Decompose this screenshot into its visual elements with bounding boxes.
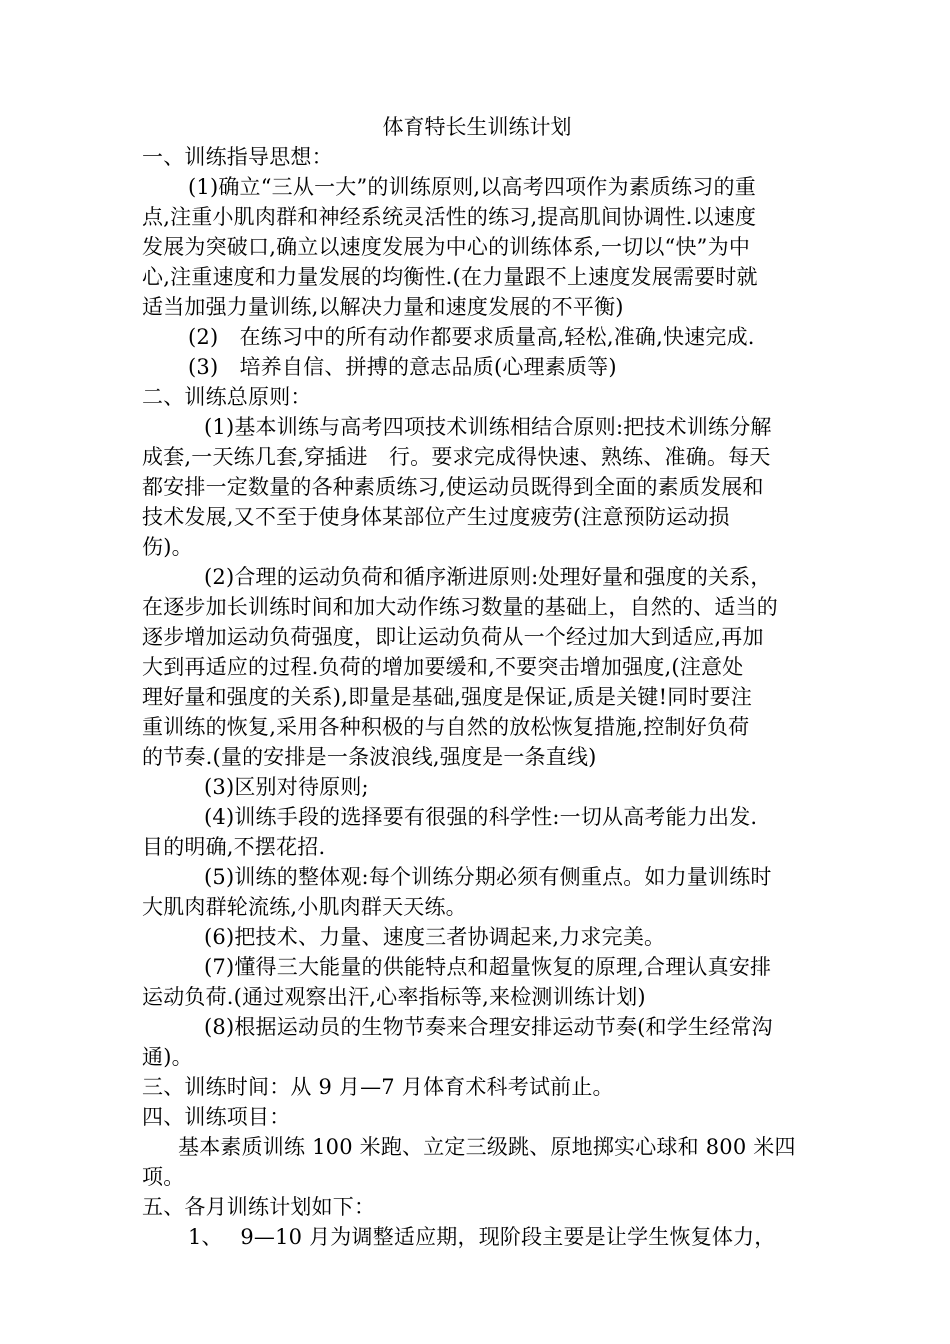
text-line: 在逐步加长训练时间和加大动作练习数量的基础上，自然的、适当的	[142, 595, 778, 619]
text-line: 基本素质训练 100 米跑、立定三级跳、原地掷实心球和 800 米四	[178, 1135, 796, 1159]
text-line: (1)确立“三从一大”的训练原则,以高考四项作为素质练习的重	[188, 175, 756, 199]
text-line: 技术发展,又不至于使身体某部位产生过度疲劳(注意预防运动损	[142, 505, 730, 529]
text-line: 目的明确,不摆花招.	[142, 835, 326, 859]
document-body	[142, 112, 812, 1252]
paragraph-lines	[142, 142, 812, 1252]
text-line: 点,注重小肌肉群和神经系统灵活性的练习,提高肌间协调性.以速度	[142, 205, 757, 229]
text-line: (1)基本训练与高考四项技术训练相结合原则:把技术训练分解	[204, 415, 772, 439]
text-line: 大到再适应的过程.负荷的增加要缓和,不要突击增加强度,(注意处	[142, 655, 744, 679]
text-line: (7)懂得三大能量的供能特点和超量恢复的原理,合理认真安排	[204, 955, 772, 979]
text-line: (2) 在练习中的所有动作都要求质量高,轻松,准确,快速完成.	[188, 325, 755, 349]
text-line: (6)把技术、力量、速度三者协调起来,力求完美。	[204, 925, 666, 949]
text-line: 都安排一定数量的各种素质练习,使运动员既得到全面的素质发展和	[142, 475, 764, 499]
text-line: 五、各月训练计划如下：	[142, 1195, 376, 1219]
text-line: (3) 培养自信、拼搏的意志品质(心理素质等)	[188, 355, 617, 379]
text-line: 理好量和强度的关系),即量是基础,强度是保证,质是关键!同时要注	[142, 685, 753, 709]
text-line: 项。	[142, 1165, 185, 1189]
text-line: (4)训练手段的选择要有很强的科学性:一切从高考能力出发.	[204, 805, 758, 829]
text-line: 二、训练总原则：	[142, 385, 312, 409]
text-line: 逐步增加运动负荷强度，即让运动负荷从一个经过加大到适应,再加	[142, 625, 764, 649]
text-line: (3)区别对待原则;	[204, 775, 369, 799]
text-line: (8)根据运动员的生物节奏来合理安排运动节奏(和学生经常沟	[204, 1015, 773, 1039]
text-line: 伤)。	[142, 535, 193, 559]
text-line: 通)。	[142, 1045, 193, 1069]
text-line: 适当加强力量训练,以解决力量和速度发展的不平衡)	[142, 295, 624, 319]
text-line: 1、 9—10 月为调整适应期，现阶段主要是让学生恢复体力，	[188, 1225, 776, 1249]
text-line: 四、训练项目：	[142, 1105, 291, 1129]
text-line: 的节奏.(量的安排是一条波浪线,强度是一条直线)	[142, 745, 597, 769]
text-line: 运动负荷.(通过观察出汗,心率指标等,来检测训练计划)	[142, 985, 646, 1009]
text-line: 重训练的恢复,采用各种积极的与自然的放松恢复措施,控制好负荷	[142, 715, 750, 739]
text-line: (2)合理的运动负荷和循序渐进原则:处理好量和强度的关系，	[204, 565, 772, 589]
text-line: 心,注重速度和力量发展的均衡性.(在力量跟不上速度发展需要时就	[142, 265, 758, 289]
text-line: 成套,一天练几套,穿插进 行。要求完成得快速、熟练、准确。每天	[142, 445, 771, 469]
text-line: 大肌肉群轮流练,小肌肉群天天练。	[142, 895, 467, 919]
text-line: 一、训练指导思想：	[142, 145, 333, 169]
text-line: 三、训练时间：从 9 月—7 月体育术科考试前止。	[142, 1075, 614, 1099]
text-line: (5)训练的整体观:每个训练分期必须有侧重点。如力量训练时	[204, 865, 772, 889]
text-line: 发展为突破口,确立以速度发展为中心的训练体系,一切以“快”为中	[142, 235, 751, 259]
document-title: 体育特长生训练计划	[382, 115, 572, 139]
